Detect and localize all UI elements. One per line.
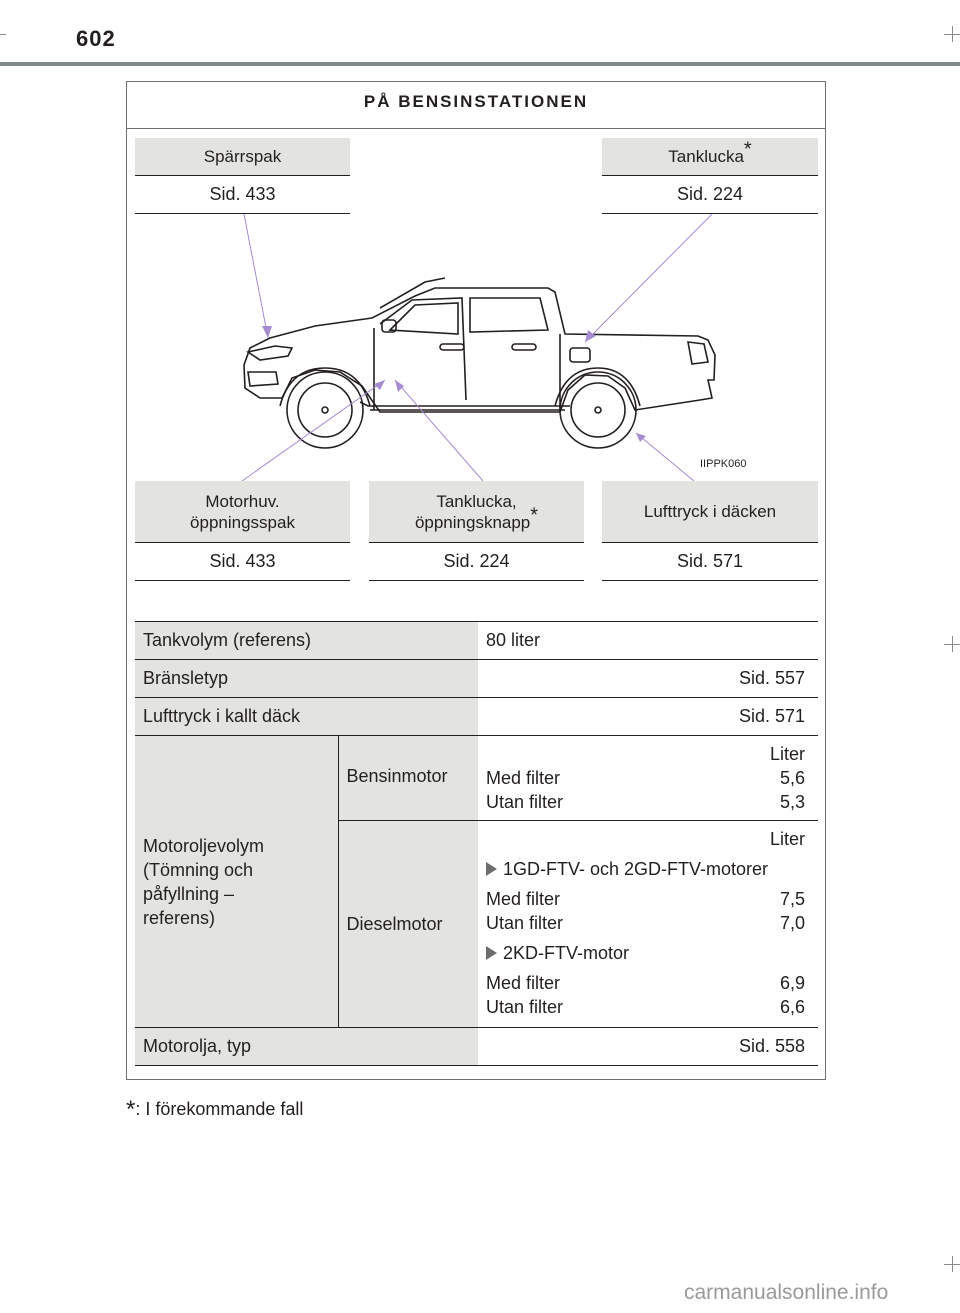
oil-row-label: Utan filter	[486, 913, 564, 933]
triangle-bullet-icon	[486, 862, 497, 876]
callout-lufttryck-page: Sid. 571	[602, 543, 818, 581]
oil-row-value: 6,6	[779, 997, 805, 1017]
oil-row-label: Med filter	[486, 973, 561, 993]
callout-tanklucka-wrap	[668, 138, 752, 167]
callout-motorhuv-line2: öppningsspak	[190, 512, 295, 532]
oil-volume-cell	[478, 821, 818, 1028]
spec-label: Lufttryck i kallt däck	[135, 698, 478, 736]
table-row	[135, 660, 818, 698]
spec-label: Motoroljevolym (Tömning och påfyllning – referens)	[143, 835, 265, 928]
oil-row	[486, 911, 805, 935]
engine-group-title: 1GD-FTV- och 2GD-FTV-motorer	[503, 859, 769, 879]
callout-tanklucka-knapp-wrap	[414, 503, 539, 533]
oil-row-value: 7,5	[779, 889, 805, 909]
engine-type: Dieselmotor	[338, 821, 478, 1028]
table-row	[135, 1028, 818, 1066]
callout-tanklucka-text: Tanklucka	[668, 147, 744, 166]
footnote-text: : I förekommande fall	[135, 1099, 304, 1119]
callout-sparrspak-text: Spärrspak	[203, 147, 282, 166]
crop-mark	[952, 1256, 953, 1272]
crop-mark	[952, 636, 953, 652]
table-row	[135, 698, 818, 736]
table-row	[135, 622, 818, 660]
oil-volume-cell	[478, 736, 818, 821]
callout-motorhuv-line1: Motorhuv.	[205, 491, 280, 511]
oil-row-value: 5,6	[779, 768, 805, 788]
oil-row	[486, 790, 805, 814]
oil-row-value: 7,0	[779, 913, 805, 933]
oil-row	[486, 766, 805, 790]
table-row	[135, 736, 818, 821]
oil-row-label: Utan filter	[486, 792, 564, 812]
spec-label: Tankvolym (referens)	[135, 622, 478, 660]
callout-motorhuv-page: Sid. 433	[135, 543, 350, 581]
image-code: IIPPK060	[700, 458, 747, 470]
oil-row-label: Med filter	[486, 889, 561, 909]
triangle-bullet-icon	[486, 946, 497, 960]
spec-value: Sid. 571	[478, 698, 818, 736]
callout-tanklucka-knapp-line1: Tanklucka,	[436, 491, 517, 511]
callout-tanklucka-page: Sid. 224	[602, 176, 818, 214]
watermark: carmanualsonline.info	[684, 1281, 889, 1304]
title-divider	[126, 128, 826, 129]
callout-tanklucka-knapp-label	[369, 481, 584, 543]
section-title: PÅ BENSINSTATIONEN	[363, 92, 589, 111]
oil-row-label: Med filter	[486, 768, 561, 788]
spec-value: 80 liter	[478, 622, 818, 660]
callout-sparrspak-page: Sid. 433	[135, 176, 350, 214]
callout-tanklucka-knapp-page: Sid. 224	[369, 543, 584, 581]
oil-row-value: 6,9	[779, 973, 805, 993]
engine-group-heading	[486, 941, 805, 965]
spec-label-oil-volume	[135, 736, 338, 1028]
page-number: 602	[76, 26, 116, 51]
callout-lufttryck-label	[602, 481, 818, 543]
pickup-truck-illustration	[230, 260, 730, 460]
engine-group-title: 2KD-FTV-motor	[503, 943, 630, 963]
crop-mark	[952, 26, 953, 42]
crop-mark	[0, 34, 6, 35]
footnote-star: *	[530, 503, 539, 526]
callout-tanklucka-knapp-line2: öppningsknapp	[414, 512, 531, 532]
footnote-star: *	[743, 138, 752, 161]
oil-row-label: Utan filter	[486, 997, 564, 1017]
engine-type: Bensinmotor	[338, 736, 478, 821]
spec-label: Motorolja, typ	[135, 1028, 478, 1066]
oil-row	[486, 995, 805, 1019]
oil-row	[486, 887, 805, 911]
callout-sparrspak-label	[135, 138, 350, 176]
fuel-spec-table	[135, 621, 818, 1066]
spec-value: Sid. 558	[478, 1028, 818, 1066]
footnote	[126, 1096, 303, 1124]
spec-value: Sid. 557	[478, 660, 818, 698]
unit-label: Liter	[769, 829, 805, 849]
footnote-star: *	[126, 1096, 136, 1123]
callout-lufttryck-text: Lufttryck i däcken	[643, 502, 777, 521]
unit-label: Liter	[769, 744, 805, 764]
callout-motorhuv-label	[135, 481, 350, 543]
header-rule	[0, 62, 960, 66]
callout-tanklucka-label	[602, 138, 818, 176]
engine-group-heading	[486, 857, 805, 881]
spec-label: Bränsletyp	[135, 660, 478, 698]
oil-row	[486, 971, 805, 995]
oil-row-value: 5,3	[779, 792, 805, 812]
